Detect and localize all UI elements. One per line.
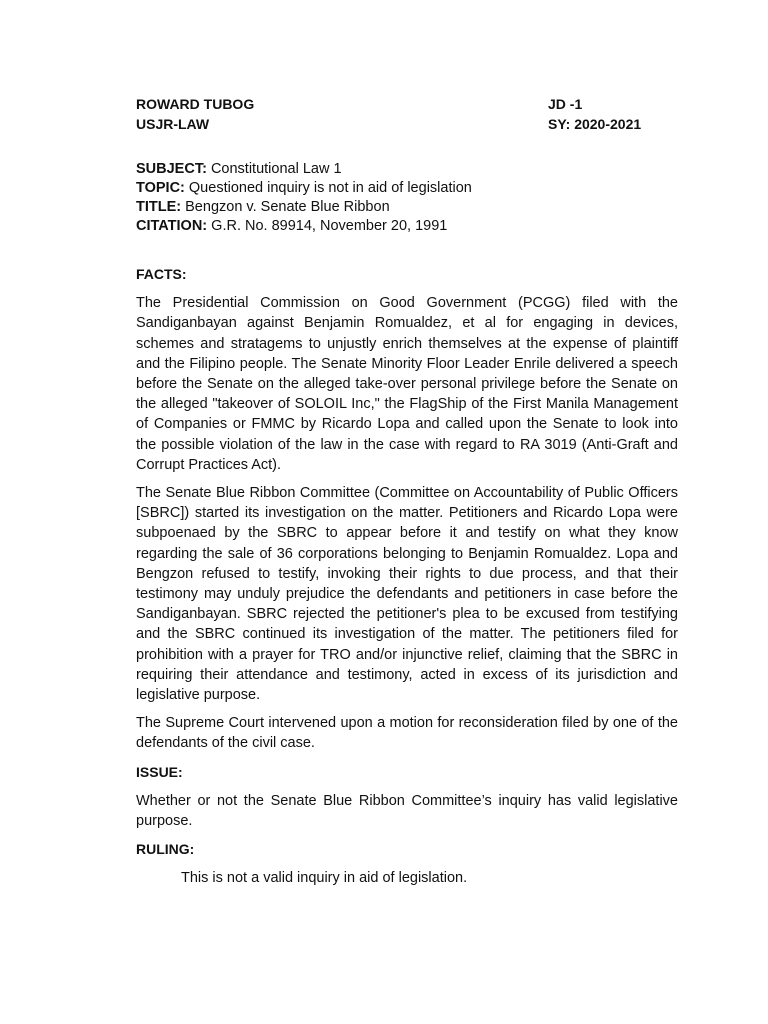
topic-line <box>136 179 681 198</box>
title-value: Bengzon v. Senate Blue Ribbon <box>185 199 390 215</box>
title-line <box>136 198 681 217</box>
ruling-text: This is not a valid inquiry in aid of legislation. <box>181 870 468 887</box>
case-metadata <box>136 160 681 236</box>
school-name: USJR-LAW <box>136 116 210 132</box>
subject-line <box>136 160 681 179</box>
facts-paragraph-1: The Presidential Commission on Good Government (PCGG) filed with the Sandiganbayan against Benjamin Romualdez, et al for engaging in devices, schemes and stratagems to unjustly enrich themselves at the expense of plaintiff and the Filipino people. The Senate Minority Floor Leader Enrile delivered a speech before the Senate on the alleged take-over personal privilege before the Senate on the alleged "takeover of SOLOIL Inc," the FlagShip of the First Manila Management of Companies or FMMC by Ricardo Lopa and called upon the Senate to look into the possible violation of the law in the case with regard to RA 3019 (Anti-Graft and Corrupt Practices Act). <box>136 295 678 473</box>
topic-value: Questioned inquiry is not in aid of legislation <box>188 180 472 196</box>
issue-text: Whether or not the Senate Blue Ribbon Committee’s inquiry has valid legislative purpose. <box>136 792 678 830</box>
citation-label: CITATION: <box>136 218 208 234</box>
subject-label: SUBJECT: <box>136 161 207 177</box>
author-name: ROWARD TUBOG <box>136 96 255 112</box>
school-year: SY: 2020-2021 <box>548 116 642 132</box>
facts-heading: FACTS: <box>136 266 187 282</box>
document-body <box>136 264 678 889</box>
header-row-2 <box>136 115 678 134</box>
citation-line <box>136 217 681 236</box>
ruling-heading: RULING: <box>136 841 195 858</box>
topic-label: TOPIC: <box>136 180 185 196</box>
citation-value: G.R. No. 89914, November 20, 1991 <box>211 218 448 234</box>
issue-heading: ISSUE: <box>136 763 183 780</box>
header-row-1 <box>136 95 678 114</box>
facts-paragraph-3: The Supreme Court intervened upon a motion for reconsideration filed by one of the defendants of the civil case. <box>136 715 678 752</box>
facts-paragraph-2: The Senate Blue Ribbon Committee (Committee on Accountability of Public Officers [SBRC]) started its investigation on the matter. Petitioners and Ricardo Lopa were subpoenaed by the SBRC to appear before it and testify on what they know regarding the sale of 36 corporations belonging to Benjamin Romualdez. Lopa and Bengzon refused to testify, invoking their rights to due process, and that their testimony may unduly prejudice the defendants and petitioners in case before the Sandiganbayan. SBRC rejected the petitioner's plea to be excused from testifying and the SBRC continued its investigation of the matter. The petitioners filed for prohibition with a prayer for TRO and/or injunctive relief, claiming that the SBRC in requiring their attendance and testimony, acted in excess of its jurisdiction and legislative purpose. <box>136 485 678 704</box>
subject-value: Constitutional Law 1 <box>210 161 342 177</box>
course-code: JD -1 <box>548 96 583 112</box>
title-label: TITLE: <box>136 199 182 215</box>
